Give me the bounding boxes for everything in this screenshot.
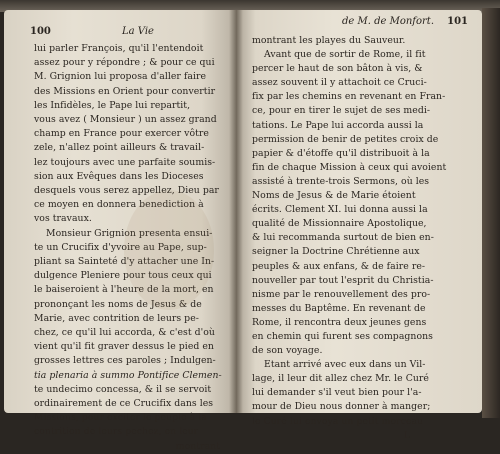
text-line: desquels vous serez appellez, Dieu par bbox=[34, 185, 219, 197]
text-line: vous avez ( Monsieur ) un assez grand bbox=[34, 114, 217, 126]
text-line: lui parler François, qu'il l'entendoit bbox=[34, 43, 204, 54]
text-line: M. Grignion lui proposa d'aller faire bbox=[34, 71, 207, 83]
text-line: vient qu'il fit graver dessus le pied en bbox=[34, 341, 214, 353]
text-line: papier & d'étoffe qu'il distribuoit à la bbox=[252, 147, 430, 159]
right-page-header bbox=[252, 18, 468, 32]
text-line: te undecimo concessa, & il se servoit bbox=[34, 383, 212, 395]
right-page-text bbox=[252, 34, 468, 443]
right-running-head: de M. de Monfort. bbox=[342, 16, 434, 27]
text-line: Marie, avec contrition de leurs pe- bbox=[34, 312, 199, 324]
text-line: des Missions en Orient pour convertir bbox=[34, 85, 216, 97]
text-line: assez souvent il y attachoit ce Cruci- bbox=[252, 77, 427, 89]
text-line: montrant les playes du Sauveur. bbox=[252, 35, 406, 46]
text-line: écrits. Clement XI. lui donna aussi la bbox=[252, 204, 428, 216]
text-line: fin de chaque Mission à ceux qui avoient bbox=[252, 161, 447, 173]
text-line: lage, il leur dit allez chez Mr. le Curé bbox=[252, 373, 429, 385]
text-line: le Curé lui envoya un petit morceau bbox=[252, 415, 424, 427]
book-gutter bbox=[229, 10, 243, 413]
paper-stain bbox=[124, 190, 214, 310]
text-line: Etant arrivé avec eux dans un Vil- bbox=[264, 359, 426, 371]
text-line: lui demander s'il veut bien pour l'a- bbox=[252, 387, 422, 399]
book-cover-edge bbox=[482, 8, 500, 418]
text-line: vos travaux. bbox=[34, 213, 92, 225]
text-line: champ en France pour exercer vôtre bbox=[34, 128, 209, 140]
left-page-header bbox=[30, 26, 226, 40]
text-line: permission de benir de petites croix de bbox=[252, 133, 439, 145]
text-line: nouveller par tout l'esprit du Christia- bbox=[252, 274, 434, 286]
text-line: lez toujours avec une parfaite soumis- bbox=[34, 156, 216, 168]
text-line: peuples & aux enfans, & de faire re- bbox=[252, 260, 426, 272]
text-line: zele, n'allez point ailleurs & travail- bbox=[34, 142, 205, 154]
left-running-head: La Vie bbox=[122, 26, 154, 37]
text-line: nisme par le renouvellement des pro- bbox=[252, 288, 431, 300]
text-line: Rome, il rencontra deux jeunes gens bbox=[252, 316, 427, 328]
text-line: tations. Le Pape lui accorda aussi la bbox=[252, 119, 424, 131]
text-line: messes du Baptême. En revenant de bbox=[252, 302, 426, 314]
text-line: mour de Dieu nous donner à manger; bbox=[252, 401, 431, 413]
text-line: le baiseroient à l'heure de la mort, en bbox=[34, 284, 214, 296]
text-line: Monsieur Grignion presenta ensui- bbox=[46, 227, 213, 239]
text-line: percer le haut de son bâton à vis, & bbox=[252, 63, 423, 75]
text-line: Avant que de sortir de Rome, il fit bbox=[264, 49, 426, 61]
text-line: ce, pour en tirer le sujet de ses medi- bbox=[252, 105, 431, 117]
text-line: pliant sa Sainteté d'y attacher une In- bbox=[34, 256, 215, 268]
text-line: prononçant les noms de Jesus & de bbox=[34, 298, 202, 310]
text-line: ce moyen en donnera benediction à bbox=[34, 199, 204, 211]
text-line: de son voyage. bbox=[252, 345, 323, 357]
text-line: contrition de leurs pechez, en leur bbox=[34, 426, 199, 438]
catchword: montrant bbox=[175, 440, 220, 452]
text-line: assisté à trente-trois Sermons, où les bbox=[252, 175, 430, 187]
text-line: & lui recommanda surtout de bien en- bbox=[252, 232, 434, 244]
text-line: qualité de Missionnaire Apostolique, bbox=[252, 218, 427, 230]
text-line: fix par les chemins en revenant en Fran- bbox=[252, 91, 446, 103]
right-page-number: 101 bbox=[447, 16, 468, 27]
text-line: en chemin qui furent ses compagnons bbox=[252, 330, 433, 342]
text-line: dulgence Pleniere pour tous ceux qui bbox=[34, 270, 212, 282]
text-line: les Infidèles, le Pape lui repartit, bbox=[34, 99, 191, 111]
text-line: grosses lettres ces paroles ; Indulgen- bbox=[34, 355, 216, 367]
text-line: te un Crucifix d'yvoire au Pape, sup- bbox=[34, 241, 207, 253]
text-line: Noms de Jesus & de Marie étoient bbox=[252, 190, 416, 202]
text-line: Missions, pour exciter le peuple à la bbox=[34, 412, 207, 424]
text-line: tia plenaria à summo Pontifice Clemen- bbox=[34, 369, 222, 381]
left-page bbox=[4, 10, 236, 452]
text-line: seigner la Doctrine Chrétienne aux bbox=[252, 246, 420, 258]
text-line: chez, ce qu'il lui accorda, & c'est d'où bbox=[34, 327, 215, 339]
right-page bbox=[236, 10, 482, 441]
text-line: sion aux Evêques dans les Dioceses bbox=[34, 170, 204, 182]
text-line: assez pour y répondre ; & pour ce qui bbox=[34, 57, 215, 69]
signature-mark: L bbox=[403, 429, 410, 441]
left-page-number: 100 bbox=[30, 26, 51, 37]
text-line: ordinairement de ce Crucifix dans les bbox=[34, 398, 214, 410]
